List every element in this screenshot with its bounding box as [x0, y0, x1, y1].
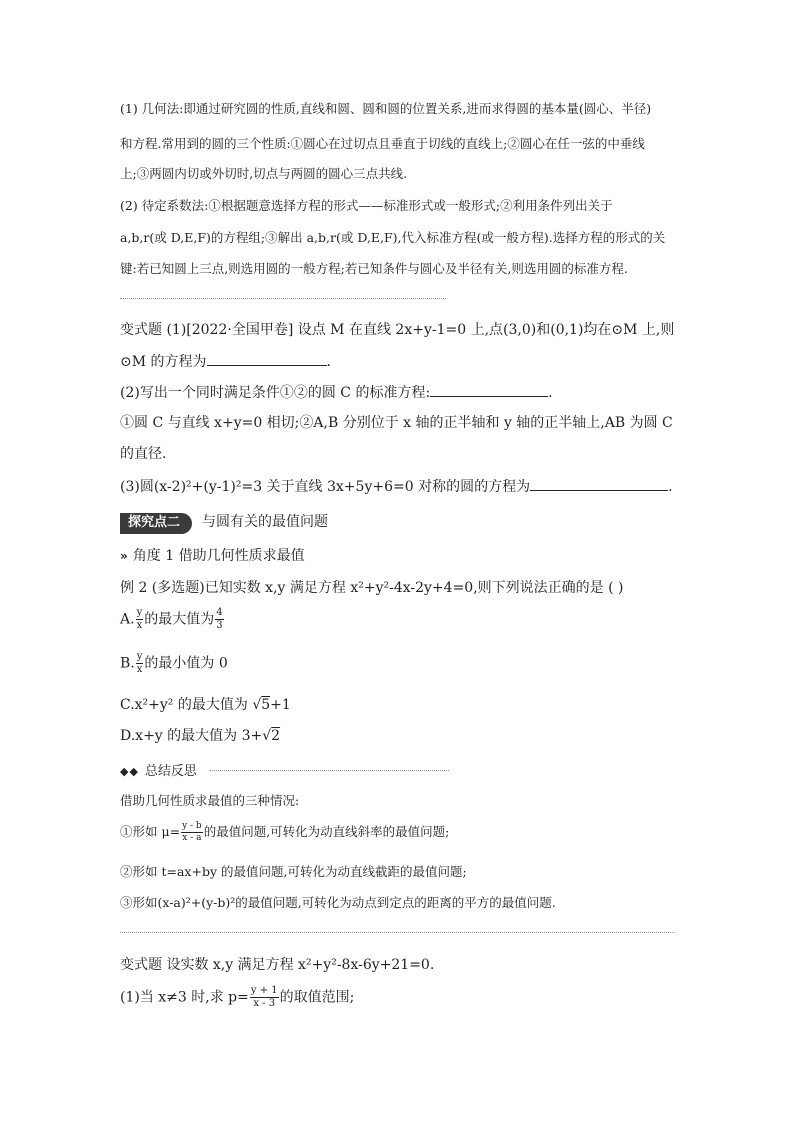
summary-intro: 借助几何性质求最值的三种情况: [120, 793, 300, 808]
option-a [120, 608, 225, 631]
sqrt-radicand: 5 [261, 697, 271, 713]
fraction-p [250, 986, 279, 1009]
method-note-line-6: 键:若已知圆上三点,则选用圆的一般方程;若已知条件与圆心及半径有关,则选用圆的标准方程. [120, 261, 628, 276]
option-b-text: 的最小值为 0 [144, 655, 228, 672]
diamond-icon: ◆◆ [120, 765, 139, 778]
sqrt-icon: √ [262, 728, 272, 744]
variant2-line-1: 变式题 设实数 x,y 满足方程 x²+y²-8x-6y+21=0. [120, 957, 435, 973]
answer-blank-2[interactable] [430, 384, 548, 397]
method-note-line-5: a,b,r(或 D,E,F)的方程组;③解出 a,b,r(或 D,E,F),代入标准方程(或一般方程).选择方程的形式的关 [120, 230, 666, 245]
summary-title: 总结反思 [144, 764, 197, 779]
option-a-text: 的最大值为 [144, 611, 215, 628]
summary-item-1-post: 的最值问题,可转化为动直线斜率的最值问题; [203, 824, 450, 839]
frac-den: 3 [216, 620, 223, 631]
variant1-q2-text: (2)写出一个同时满足条件①②的圆 C 的标准方程: [120, 385, 431, 401]
frac-num: 4 [216, 607, 223, 618]
variant1-line-2 [120, 353, 331, 371]
variant1-line-6 [120, 478, 673, 496]
fraction-four-thirds [215, 608, 223, 631]
frac-den: x [136, 664, 143, 675]
variant2-q1-post: 的取值范围; [279, 989, 355, 1006]
section-badge: 探究点二 [120, 513, 192, 534]
fraction-slope [181, 822, 203, 843]
answer-blank-1[interactable] [207, 353, 327, 366]
option-b-label: B. [120, 655, 135, 672]
variant2-line-2 [120, 986, 354, 1009]
fraction-y-over-x [136, 652, 144, 675]
variant1-line-4: ①圆 C 与直线 x+y=0 相切;②A,B 分别位于 x 轴的正半轴和 y 轴的正半轴上,AB 为圆 C [120, 415, 673, 431]
divider [120, 298, 446, 299]
option-b [120, 652, 228, 675]
variant1-line-1: 变式题 (1)[2022·全国甲卷] 设点 M 在直线 2x+y-1=0 上,点(3,0)和(0,1)均在⊙M 上,则 [120, 322, 675, 338]
variant1-q2-end: . [548, 385, 553, 401]
divider [120, 932, 675, 933]
frac-num: y [136, 651, 143, 662]
angle-heading [120, 548, 305, 565]
method-note-line-1: (1) 几何法:即通过研究圆的性质,直线和圆、圆和圆的位置关系,进而求得圆的基本量(圆心、半径) [120, 101, 652, 116]
summary-item-2: ②形如 t=ax+by 的最值问题,可转化为动直线截距的最值问题; [120, 864, 467, 879]
option-d-text: D.x+y 的最大值为 3+ [120, 728, 263, 744]
summary-heading [120, 760, 449, 780]
sqrt-radicand: 2 [271, 728, 281, 744]
frac-den: x - 3 [253, 998, 276, 1009]
frac-den: x - a [182, 833, 202, 843]
answer-blank-3[interactable] [530, 478, 668, 491]
section-title: 与圆有关的最值问题 [202, 514, 329, 530]
option-a-label: A. [120, 611, 135, 628]
chevron-double-icon: » [120, 549, 125, 563]
summary-item-1-pre: ①形如 μ= [120, 824, 181, 839]
variant1-q1-text: ⊙M 的方程为 [120, 354, 207, 370]
variant2-q1-pre: (1)当 x≠3 时,求 p= [120, 989, 249, 1006]
fraction-y-over-x [136, 608, 144, 631]
summary-divider [209, 770, 449, 771]
example2-stem: 例 2 (多选题)已知实数 x,y 满足方程 x²+y²-4x-2y+4=0,则下列说法正确的是 ( ) [120, 580, 624, 596]
variant1-line-5: 的直径. [120, 446, 167, 462]
option-d [120, 728, 280, 745]
option-c [120, 697, 291, 714]
frac-num: y [136, 607, 143, 618]
variant1-line-3 [120, 384, 553, 402]
section-header [120, 511, 328, 534]
method-note-line-2: 和方程.常用到的圆的三个性质:①圆心在过切点且垂直于切线的直线上;②圆心在任一弦的中垂线 [120, 136, 645, 151]
summary-item-3: ③形如(x-a)²+(y-b)²的最值问题,可转化为动点到定点的距离的平方的最值问题. [120, 895, 556, 910]
frac-den: x [136, 620, 143, 631]
option-c-text: C.x²+y² 的最大值为 [120, 697, 253, 713]
variant1-q1-end: . [326, 354, 331, 370]
option-c-end: +1 [270, 697, 291, 713]
variant1-q3-text: (3)圆(x-2)²+(y-1)²=3 关于直线 3x+5y+6=0 对称的圆的方程为 [120, 479, 531, 495]
method-note-line-4: (2) 待定系数法:①根据题意选择方程的形式——标准形式或一般形式;②利用条件列出关于 [120, 198, 613, 213]
method-note-line-3: 上;③两圆内切或外切时,切点与两圆的圆心三点共线. [120, 166, 408, 181]
frac-num: y + 1 [250, 985, 278, 996]
summary-item-1 [120, 822, 449, 843]
angle-label: 角度 1 借助几何性质求最值 [132, 548, 305, 564]
frac-num: y - b [182, 821, 202, 831]
sqrt-icon: √ [252, 697, 262, 713]
variant1-q3-end: . [668, 479, 673, 495]
